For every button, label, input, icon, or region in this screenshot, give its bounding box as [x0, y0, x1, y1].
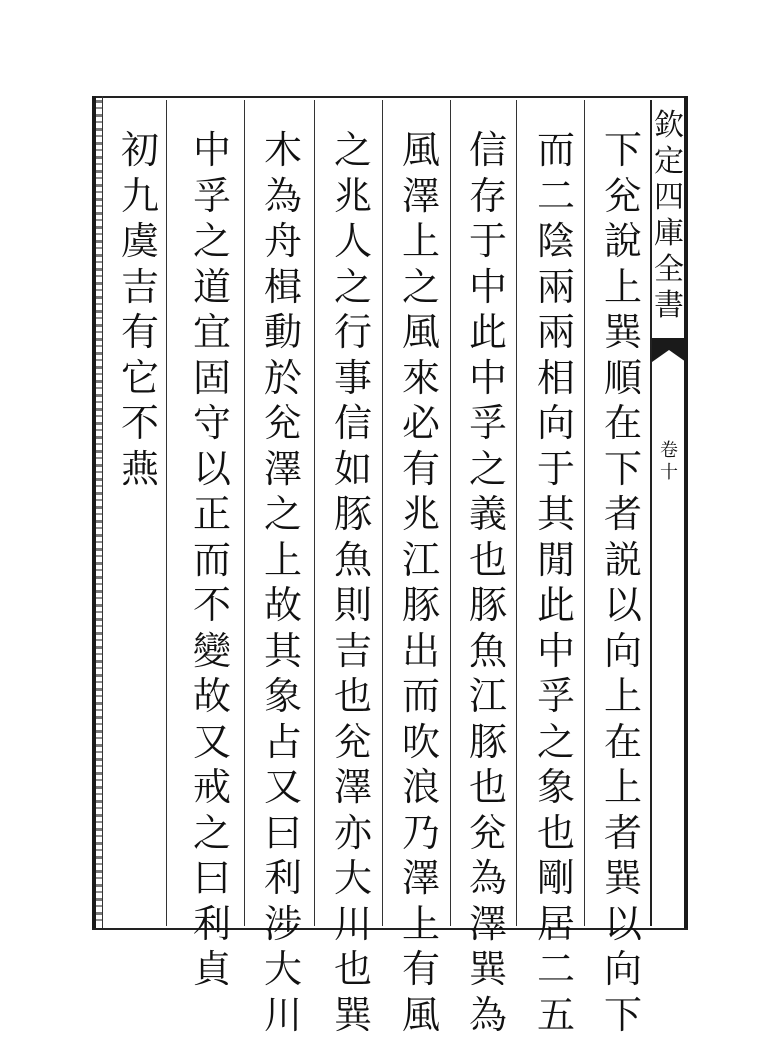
text-character: 存: [465, 174, 511, 220]
text-character: 二: [533, 174, 579, 220]
text-character: 楫: [260, 265, 306, 311]
text-character: 守: [189, 401, 235, 447]
text-character: 信: [465, 128, 511, 174]
text-character: 舟: [260, 219, 306, 265]
text-character: 此: [533, 583, 579, 629]
margin-character: 卷: [656, 440, 682, 462]
text-character: 也: [330, 947, 376, 993]
text-character: 故: [189, 674, 235, 720]
text-character: 有: [398, 447, 444, 493]
text-character: 相: [533, 356, 579, 402]
column-divider: [584, 100, 585, 926]
text-character: 者: [600, 811, 646, 857]
text-character: 風: [398, 128, 444, 174]
text-character: 兩: [533, 310, 579, 356]
text-character: 涉: [260, 902, 306, 948]
text-character: 之: [260, 492, 306, 538]
text-character: 利: [260, 856, 306, 902]
text-character: 在: [600, 401, 646, 447]
margin-character: 四: [652, 180, 686, 216]
text-character: 豚: [465, 720, 511, 766]
text-character: 出: [398, 629, 444, 675]
text-character: 澤: [330, 765, 376, 811]
text-character: 如: [330, 447, 376, 493]
text-character: 燕: [117, 447, 163, 493]
text-character: 為: [260, 174, 306, 220]
text-character: 者: [600, 492, 646, 538]
left-inner-border-line: [102, 96, 103, 928]
text-character: 兊: [465, 811, 511, 857]
text-character: 也: [465, 765, 511, 811]
text-character: 象: [260, 674, 306, 720]
text-character: 中: [465, 356, 511, 402]
column-divider: [166, 100, 167, 926]
text-character: 有: [398, 947, 444, 993]
text-character: 順: [600, 356, 646, 402]
text-character: 吹: [398, 720, 444, 766]
text-character: 道: [189, 265, 235, 311]
text-character: 之: [189, 811, 235, 857]
text-character: 説: [600, 538, 646, 584]
text-character: 為: [465, 993, 511, 1038]
text-character: 孚: [189, 174, 235, 220]
text-character: 于: [533, 447, 579, 493]
text-character: 下: [600, 128, 646, 174]
text-character: 也: [465, 538, 511, 584]
text-character: 巽: [600, 310, 646, 356]
text-character: 之: [330, 265, 376, 311]
text-character: 下: [600, 447, 646, 493]
text-character: 又: [260, 765, 306, 811]
text-character: 其: [533, 492, 579, 538]
text-character: 木: [260, 128, 306, 174]
text-column-2: [530, 128, 582, 918]
text-character: 以: [189, 447, 235, 493]
text-character: 行: [330, 310, 376, 356]
text-character: 澤: [465, 902, 511, 948]
text-character: 吉: [330, 629, 376, 675]
text-character: 信: [330, 401, 376, 447]
text-character: 豚: [398, 583, 444, 629]
text-character: 又: [189, 720, 235, 766]
text-character: 故: [260, 583, 306, 629]
text-character: 來: [398, 356, 444, 402]
text-character: 曰: [260, 811, 306, 857]
text-character: 亦: [330, 811, 376, 857]
text-column-7: [186, 128, 238, 918]
text-character: 此: [465, 310, 511, 356]
text-character: 陰: [533, 219, 579, 265]
text-character: 戒: [189, 765, 235, 811]
fishtail-mark-icon: [652, 338, 686, 362]
text-character: 不: [117, 401, 163, 447]
text-character: 說: [600, 219, 646, 265]
text-character: 浪: [398, 765, 444, 811]
text-character: 變: [189, 629, 235, 675]
text-character: 魚: [465, 629, 511, 675]
text-character: 向: [600, 629, 646, 675]
text-character: 宜: [189, 310, 235, 356]
margin-character: 欽: [652, 108, 686, 144]
text-character: 它: [117, 356, 163, 402]
text-column-6: [257, 128, 309, 918]
margin-title: [652, 108, 686, 324]
text-column-4: [395, 128, 447, 918]
column-divider: [382, 100, 383, 926]
text-character: 大: [330, 856, 376, 902]
margin-character: 書: [652, 288, 686, 324]
text-character: 居: [533, 902, 579, 948]
text-character: 也: [330, 674, 376, 720]
text-character: 下: [600, 993, 646, 1038]
text-character: 兊: [600, 174, 646, 220]
text-character: 向: [600, 947, 646, 993]
text-character: 豚: [465, 583, 511, 629]
text-column-5: [327, 128, 379, 918]
text-character: 貞: [189, 947, 235, 993]
text-character: 江: [465, 674, 511, 720]
text-character: 之: [533, 720, 579, 766]
text-character: 五: [533, 993, 579, 1038]
text-character: 則: [330, 583, 376, 629]
text-character: 利: [189, 902, 235, 948]
column-divider: [314, 100, 315, 926]
text-character: 之: [398, 265, 444, 311]
text-character: 川: [330, 902, 376, 948]
text-character: 江: [398, 538, 444, 584]
text-character: 上: [600, 674, 646, 720]
text-character: 孚: [533, 674, 579, 720]
text-character: 孚: [465, 401, 511, 447]
text-character: 人: [330, 219, 376, 265]
text-character: 二: [533, 947, 579, 993]
text-character: 上: [260, 538, 306, 584]
text-character: 動: [260, 310, 306, 356]
text-character: 巽: [330, 993, 376, 1038]
text-character: 吉: [117, 265, 163, 311]
text-character: 不: [189, 583, 235, 629]
text-character: 豚: [330, 492, 376, 538]
text-character: 剛: [533, 856, 579, 902]
text-character: 在: [600, 720, 646, 766]
text-character: 固: [189, 356, 235, 402]
text-character: 於: [260, 356, 306, 402]
text-character: 之: [465, 447, 511, 493]
text-character: 曰: [189, 856, 235, 902]
margin-volume-label: [656, 440, 682, 484]
text-character: 有: [117, 310, 163, 356]
text-character: 之: [330, 128, 376, 174]
text-character: 中: [465, 265, 511, 311]
text-character: 以: [600, 583, 646, 629]
text-character: 風: [398, 310, 444, 356]
text-column-8: [114, 128, 166, 918]
text-character: 九: [117, 174, 163, 220]
text-character: 澤: [398, 856, 444, 902]
margin-character: 十: [656, 462, 682, 484]
text-column-3: [462, 128, 514, 918]
text-character: 事: [330, 356, 376, 402]
text-character: 兊: [330, 720, 376, 766]
text-character: 上: [398, 219, 444, 265]
column-divider: [450, 100, 451, 926]
text-character: 中: [533, 629, 579, 675]
text-character: 巽: [600, 856, 646, 902]
text-character: 兊: [260, 401, 306, 447]
text-character: 川: [260, 993, 306, 1038]
text-character: 上: [600, 765, 646, 811]
text-character: 也: [533, 811, 579, 857]
text-character: 其: [260, 629, 306, 675]
text-character: 巽: [465, 947, 511, 993]
text-character: 義: [465, 492, 511, 538]
text-character: 而: [189, 538, 235, 584]
column-divider: [516, 100, 517, 926]
text-character: 于: [465, 219, 511, 265]
text-character: 向: [533, 401, 579, 447]
column-divider: [244, 100, 245, 926]
text-character: 上: [600, 265, 646, 311]
text-character: 兆: [330, 174, 376, 220]
text-character: 魚: [330, 538, 376, 584]
text-character: 而: [398, 674, 444, 720]
text-character: 兩: [533, 265, 579, 311]
text-character: 象: [533, 765, 579, 811]
text-character: 上: [398, 902, 444, 948]
text-character: 為: [465, 856, 511, 902]
text-character: 初: [117, 128, 163, 174]
text-character: 占: [260, 720, 306, 766]
text-character: 風: [398, 993, 444, 1038]
text-column-1: [597, 128, 649, 918]
text-character: 必: [398, 401, 444, 447]
text-character: 乃: [398, 811, 444, 857]
text-character: 虞: [117, 219, 163, 265]
text-character: 大: [260, 947, 306, 993]
text-character: 澤: [260, 447, 306, 493]
margin-character: 全: [652, 252, 686, 288]
text-character: 中: [189, 128, 235, 174]
text-character: 澤: [398, 174, 444, 220]
text-character: 正: [189, 492, 235, 538]
margin-character: 庫: [652, 216, 686, 252]
text-character: 以: [600, 902, 646, 948]
margin-character: 定: [652, 144, 686, 180]
text-character: 兆: [398, 492, 444, 538]
text-character: 之: [189, 219, 235, 265]
text-character: 而: [533, 128, 579, 174]
text-character: 閒: [533, 538, 579, 584]
